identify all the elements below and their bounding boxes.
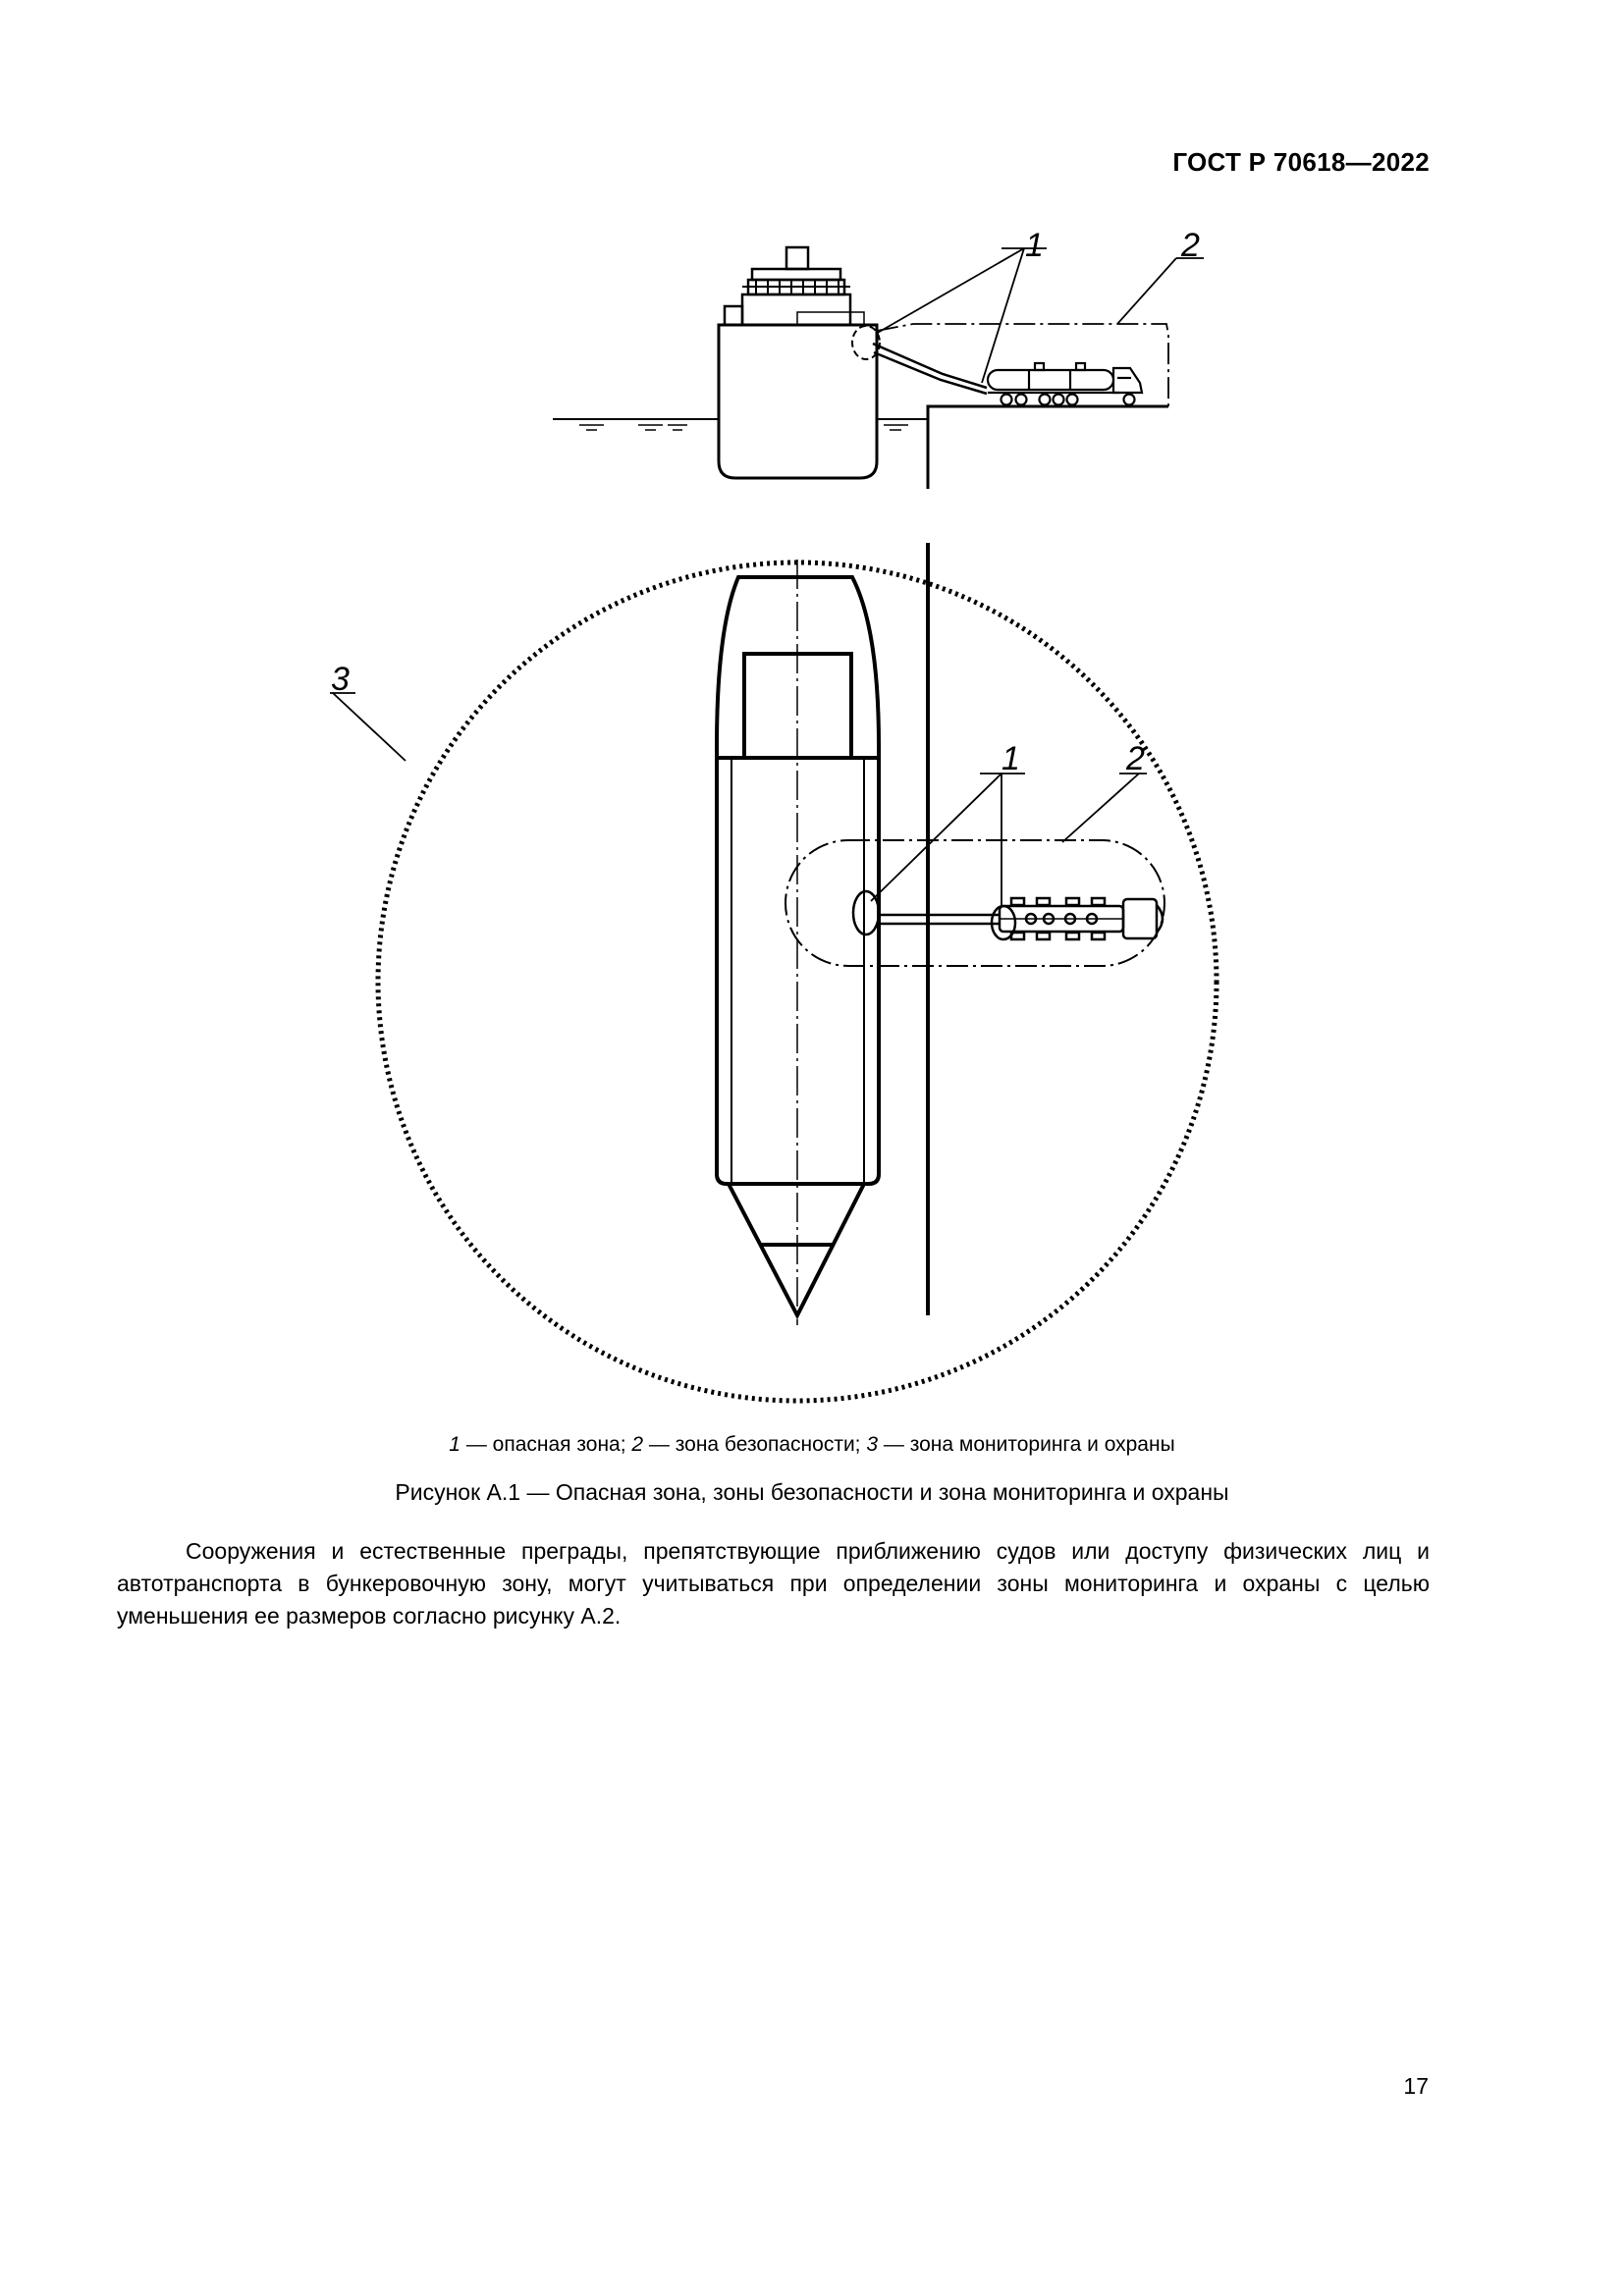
ship-funnel [786, 247, 808, 269]
water-ripples [579, 425, 908, 430]
top-view [330, 543, 1217, 1401]
document-number: ГОСТ Р 70618—2022 [1172, 147, 1430, 177]
quay-side [928, 406, 1168, 489]
safety-zone-top [785, 840, 1164, 966]
callout-top-3: 3 [331, 661, 350, 698]
figure-legend: 1 — опасная зона; 2 — зона безопасности; 3 — зона мониторинга и охраны [449, 1433, 1175, 1456]
callout-top-1: 1 [1001, 740, 1020, 777]
leader-top-2 [1062, 774, 1139, 842]
body-paragraph: Сооружения и естественные преграды, препятствующие приближению судов или доступу физических лиц и автотранспорта в бункеровочную зону, могут учитываться при определении зоны мониторинга и охраны с целью уменьшения ее размеров согласно рисунку А.2. [117, 1538, 1430, 1629]
leader-side-2 [1117, 258, 1176, 324]
callout-side-1: 1 [1025, 227, 1044, 264]
figure-caption: Рисунок А.1 — Опасная зона, зоны безопасности и зона мониторинга и охраны [395, 1479, 1229, 1505]
side-view [553, 247, 1204, 489]
leader-top-3 [333, 693, 406, 761]
tanker-truck-top [1000, 898, 1163, 939]
page-number: 17 [1403, 2073, 1429, 2099]
ship-stern-top [729, 1184, 864, 1315]
bunker-hose-side [873, 344, 987, 388]
ship-hull-side [719, 325, 877, 478]
callout-side-2: 2 [1181, 227, 1200, 264]
tanker-truck-side [988, 363, 1142, 405]
leader-top-1a [871, 774, 1001, 901]
callout-top-2: 2 [1126, 740, 1145, 777]
